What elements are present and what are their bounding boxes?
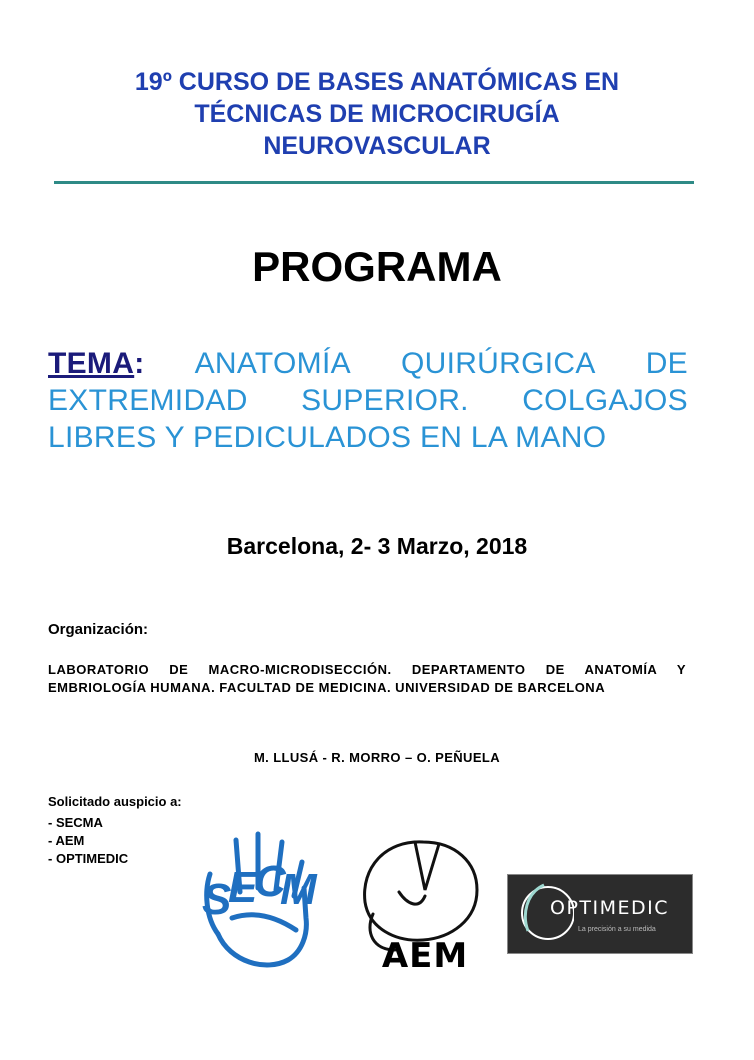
course-title-line: 19º CURSO DE BASES ANATÓMICAS EN xyxy=(134,68,620,96)
organization-heading: Organización: xyxy=(48,621,149,638)
svg-text:S: S xyxy=(202,875,232,924)
optimedic-logo-text: OPTIMEDIC xyxy=(550,897,670,919)
event-date: Barcelona, 2- 3 Marzo, 2018 xyxy=(226,533,528,559)
svg-text:M: M xyxy=(280,865,317,914)
hand-icon xyxy=(196,822,320,978)
course-title-line: TÉCNICAS DE MICROCIRUGÍA xyxy=(194,100,560,128)
sponsor-list xyxy=(48,814,128,868)
topic-label: TEMA xyxy=(48,347,135,380)
svg-text:C: C xyxy=(254,857,286,906)
sponsor-item: - OPTIMEDIC xyxy=(48,850,128,868)
topic-colon: : xyxy=(134,347,145,380)
sponsor-item: - SECMA xyxy=(48,814,128,832)
sponsor-heading: Solicitado auspicio a: xyxy=(48,794,182,809)
organization-body: LABORATORIO DE MACRO-MICRODISECCIÓN. DEPARTAMENTO DE ANATOMÍA Y EMBRIOLOGÍA HUMANA. FACULTAD DE MEDICINA. UNIVERSIDAD DE BARCELONA xyxy=(48,662,686,695)
secma-logo xyxy=(196,822,320,978)
svg-text:E: E xyxy=(228,863,258,912)
course-title-line: NEUROVASCULAR xyxy=(263,132,491,160)
optimedic-tagline: La precisión a su medida xyxy=(578,926,656,933)
topic-paragraph xyxy=(48,345,688,456)
sponsor-item: - AEM xyxy=(48,832,128,850)
aem-logo xyxy=(355,832,493,976)
header-divider xyxy=(54,181,694,184)
aem-logo-text: AEM xyxy=(381,936,469,976)
directors-line: M. LLUSÁ - R. MORRO – O. PEÑUELA xyxy=(253,750,501,765)
topic-text: ANATOMÍA QUIRÚRGICA DE EXTREMIDAD SUPERIOR. COLGAJOS LIBRES Y PEDICULADOS EN LA MANO xyxy=(48,347,688,454)
page-title: PROGRAMA xyxy=(252,243,502,290)
optimedic-logo xyxy=(507,874,693,954)
course-title xyxy=(60,66,694,162)
